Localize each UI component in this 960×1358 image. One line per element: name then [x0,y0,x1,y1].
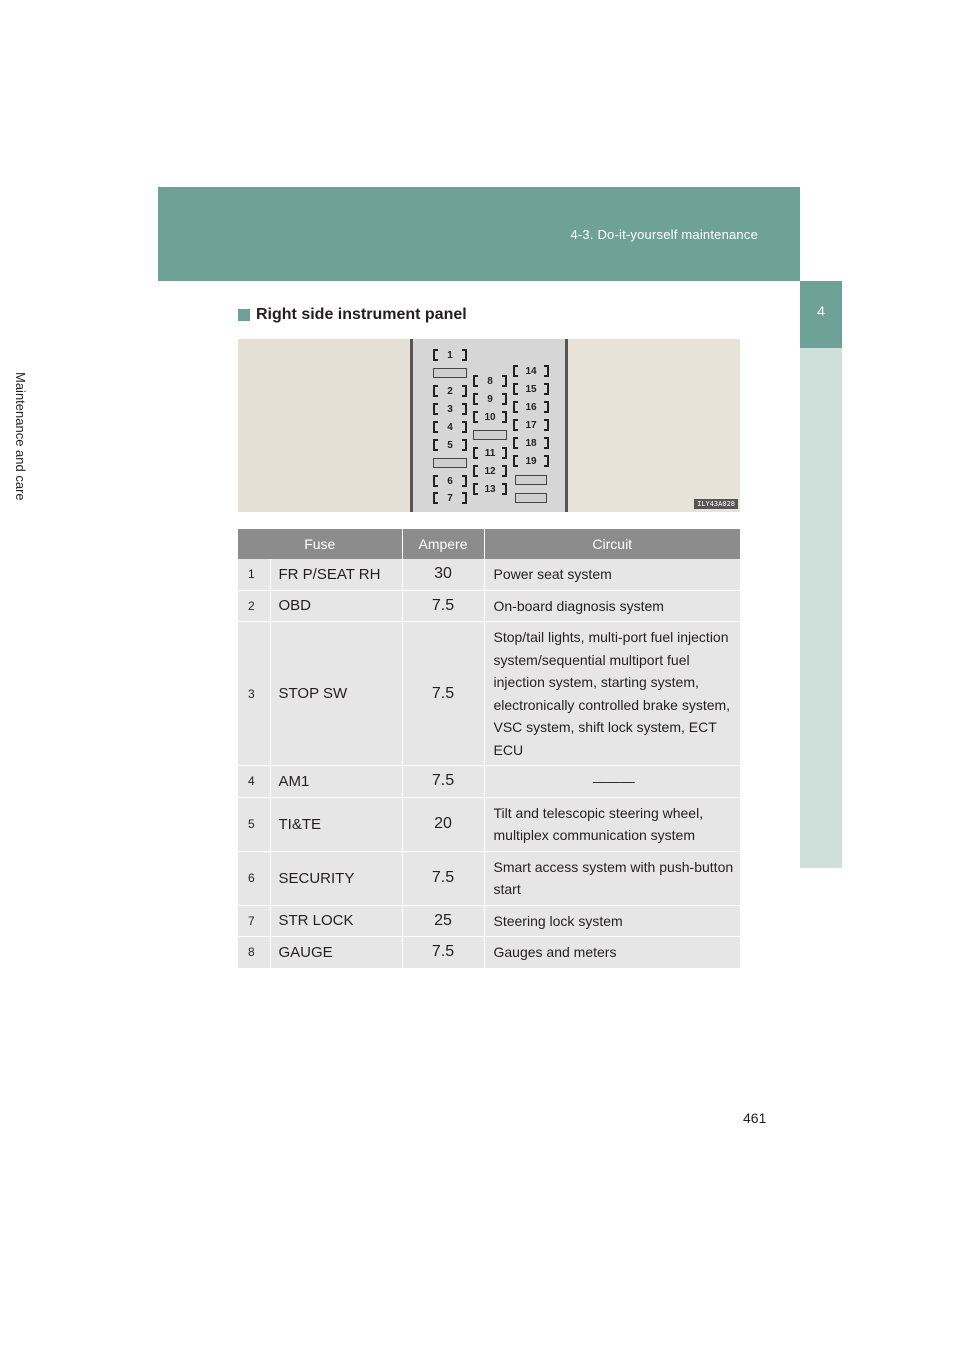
fuse-ampere: 7.5 [402,766,484,798]
table-header-row [238,529,740,559]
fuse-name: STOP SW [270,622,402,766]
fuse-number: 6 [238,851,270,905]
fuse-label: 13 [484,483,496,495]
fuse-name: AM1 [270,766,402,798]
fuse-label: 9 [487,393,493,405]
fuse-slot-10 [473,411,507,423]
fuse-ampere: 20 [402,797,484,851]
table-row [238,937,740,969]
fuse-label: 5 [447,439,453,451]
fuse-label: 6 [447,475,453,487]
table-row [238,851,740,905]
fuse-slot-8 [473,375,507,387]
header-fuse: Fuse [238,529,402,559]
fuse-slot-15 [513,383,549,395]
fuse-slot-18 [513,437,549,449]
figure-background [238,339,410,512]
fuse-number: 4 [238,766,270,798]
fuse-slot-17 [513,419,549,431]
fuse-label: 19 [525,455,537,467]
fuse-number: 2 [238,590,270,622]
fuse-number: 3 [238,622,270,766]
header-ampere: Ampere [402,529,484,559]
fuse-name: FR P/SEAT RH [270,559,402,590]
fuse-box [410,339,568,512]
fuse-label: 15 [525,383,537,395]
fuse-name: GAUGE [270,937,402,969]
fuse-slot-16 [513,401,549,413]
fuse-label: 16 [525,401,537,413]
fuse-circuit: Smart access system with push-button start [484,851,740,905]
fuse-slot-6 [433,475,467,487]
fuse-label: 8 [487,375,493,387]
fuse-label: 1 [447,349,453,361]
table-row [238,797,740,851]
figure-code: ILY43A028 [694,499,738,509]
fuse-slot-7 [433,492,467,504]
fuse-ampere: 25 [402,905,484,937]
fuse-number: 5 [238,797,270,851]
fuse-circuit: Stop/tail lights, multi-port fuel injection system/sequential multiport fuel injection system, starting system, electronically controlled brake system, VSC system, shift lock system, ECT ECU [484,622,740,766]
table-row [238,590,740,622]
fuse-label: 12 [484,465,496,477]
empty-slot [515,475,547,485]
fuse-circuit: ——— [484,766,740,798]
fuse-ampere: 30 [402,559,484,590]
chapter-tab [800,281,842,348]
chapter-side-label: Maintenance and care [13,372,28,501]
fuse-slot-1 [433,349,467,361]
fuse-circuit: Steering lock system [484,905,740,937]
fuse-label: 3 [447,403,453,415]
chapter-section-title: 4-3. Do-it-yourself maintenance [570,227,758,242]
table-row [238,559,740,590]
fuse-name: SECURITY [270,851,402,905]
fuse-slot-4 [433,421,467,433]
heading-square-icon [238,309,250,321]
page-number: 461 [743,1110,767,1126]
fuse-box-illustration [238,339,740,512]
table-row [238,766,740,798]
chapter-number: 4 [817,303,825,319]
fuse-slot-19 [513,455,549,467]
fuse-label: 2 [447,385,453,397]
empty-slot [433,458,467,468]
fuse-ampere: 7.5 [402,937,484,969]
fuse-number: 1 [238,559,270,590]
fuse-slot-3 [433,403,467,415]
section-heading-text: Right side instrument panel [256,306,467,323]
fuse-slot-9 [473,393,507,405]
chapter-side-band [800,348,842,868]
empty-slot [515,493,547,503]
fuse-table [238,529,740,969]
header-circuit: Circuit [484,529,740,559]
empty-slot [473,430,507,440]
fuse-label: 4 [447,421,453,433]
fuse-label: 11 [484,447,496,459]
fuse-circuit: On-board diagnosis system [484,590,740,622]
fuse-slot-12 [473,465,507,477]
table-row [238,622,740,766]
fuse-slot-13 [473,483,507,495]
fuse-ampere: 7.5 [402,590,484,622]
fuse-slot-5 [433,439,467,451]
fuse-ampere: 7.5 [402,851,484,905]
fuse-slot-2 [433,385,467,397]
fuse-circuit: Gauges and meters [484,937,740,969]
fuse-number: 7 [238,905,270,937]
fuse-name: STR LOCK [270,905,402,937]
header-band [158,187,800,281]
empty-slot [433,368,467,378]
fuse-number: 8 [238,937,270,969]
fuse-circuit: Tilt and telescopic steering wheel, multiplex communication system [484,797,740,851]
fuse-label: 14 [525,365,537,377]
fuse-slot-14 [513,365,549,377]
fuse-label: 18 [525,437,537,449]
fuse-ampere: 7.5 [402,622,484,766]
fuse-label: 10 [484,411,496,423]
fuse-name: TI&TE [270,797,402,851]
fuse-name: OBD [270,590,402,622]
fuse-label: 17 [525,419,537,431]
fuse-circuit: Power seat system [484,559,740,590]
table-row [238,905,740,937]
fuse-slot-11 [473,447,507,459]
fuse-label: 7 [447,492,453,504]
section-heading [238,306,467,324]
